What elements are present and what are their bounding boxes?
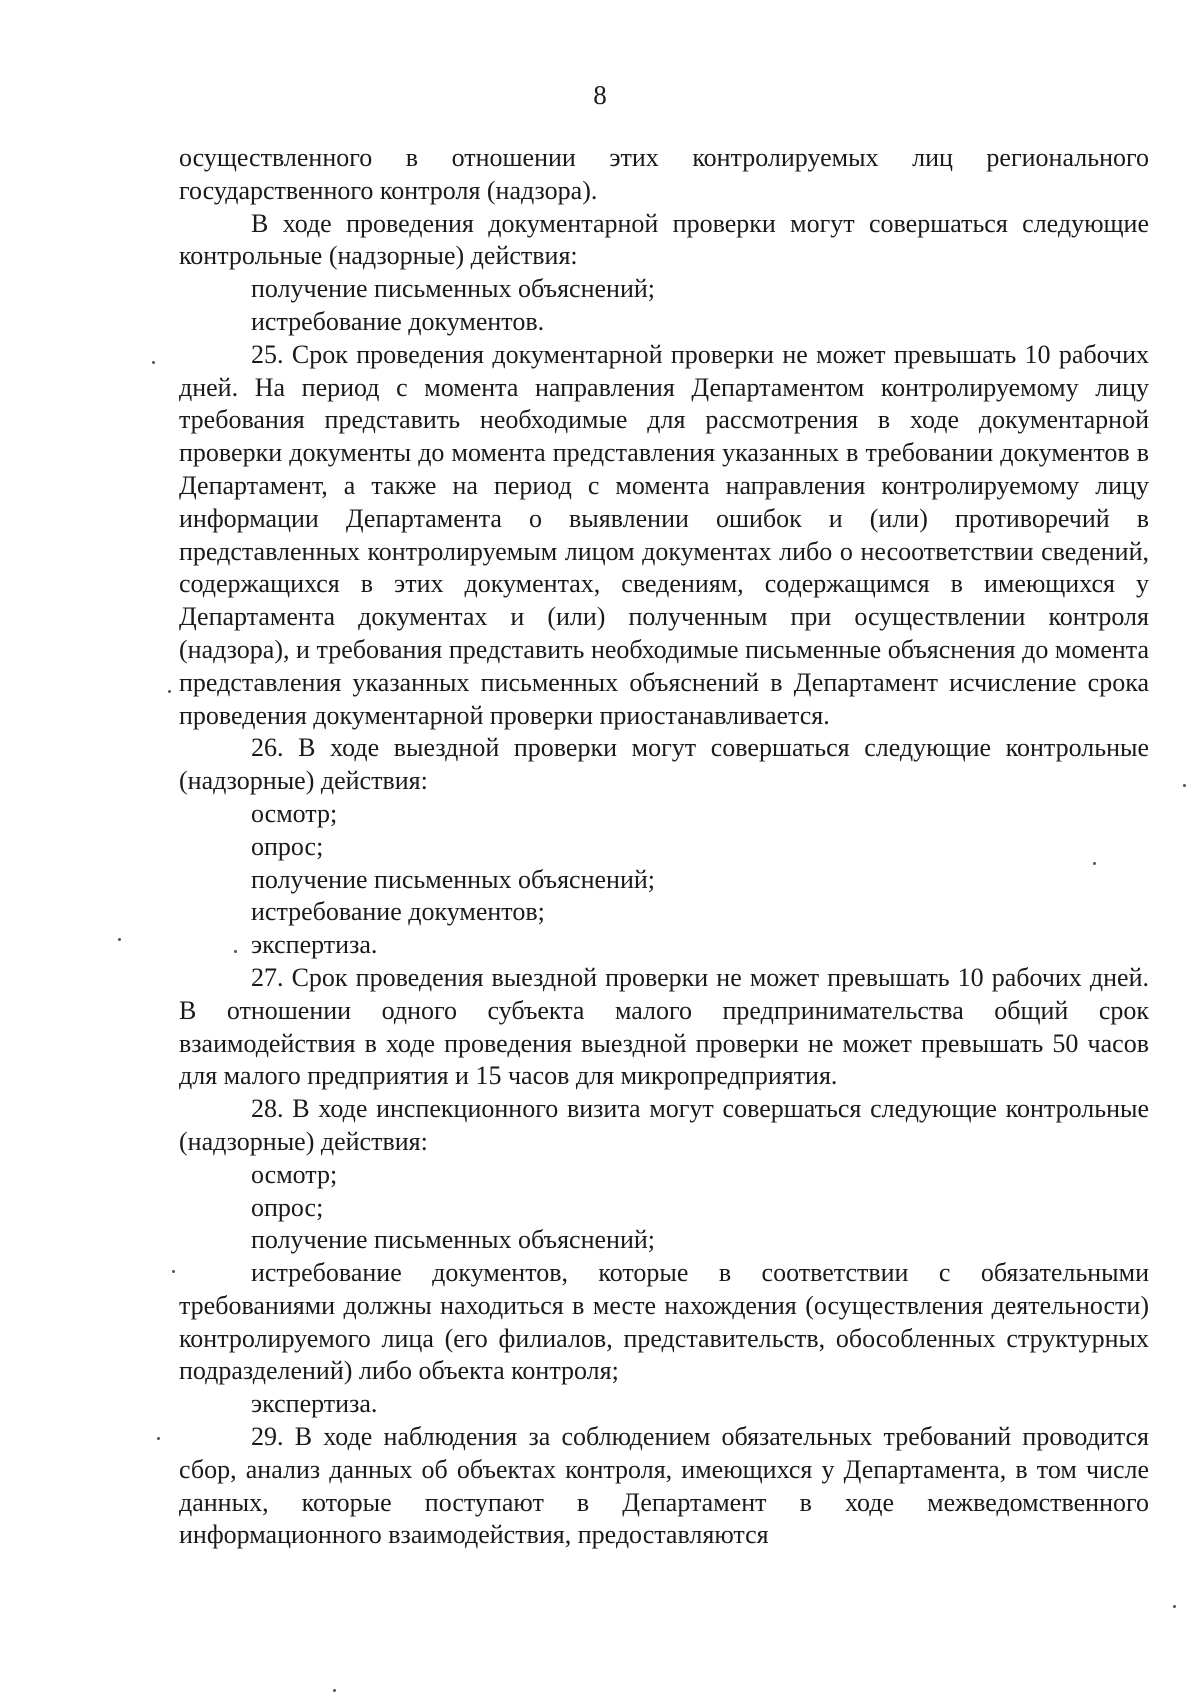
document-body [179, 142, 1149, 1552]
page-number: 8 [593, 80, 607, 110]
scan-speck [1093, 862, 1096, 865]
list-item: истребование документов; [251, 897, 545, 927]
paragraph-continuation: осуществленного в отношении этих контролируемых лиц регионального государственного контроля (надзора). [179, 143, 1149, 205]
paragraph-28: 28. В ходе инспекционного визита могут совершаться следующие контрольные (надзорные) действия: [179, 1094, 1149, 1156]
scan-speck [333, 1689, 336, 1692]
list-item: истребование документов, которые в соответствии с обязательными требованиями должны находиться в месте нахождения (осуществления деятельности) контролируемого лица (его филиалов, представительств, обособленных структурных подразделений) либо объекта контроля; [179, 1258, 1149, 1386]
list-item: получение письменных объяснений; [251, 864, 655, 894]
scan-speck [157, 1437, 160, 1440]
scan-speck [1173, 1605, 1176, 1608]
scan-speck [152, 361, 155, 364]
list-item: получение письменных объяснений; [251, 274, 655, 304]
list-item: осмотр; [251, 1159, 338, 1189]
scan-speck [234, 950, 237, 953]
scan-speck [1183, 784, 1186, 787]
paragraph-29: 29. В ходе наблюдения за соблюдением обязательных требований проводится сбор, анализ данных об объектах контроля, имеющихся у Департамента, в том числе данных, которые поступают в Департамент в ходе межведомственного информационного взаимодействия, предоставляются [179, 1422, 1149, 1550]
list-item: опрос; [251, 831, 324, 861]
paragraph-documentary-actions-intro: В ходе проведения документарной проверки могут совершаться следующие контрольные (надзорные) действия: [179, 208, 1149, 271]
paragraph-26: 26. В ходе выездной проверки могут совершаться следующие контрольные (надзорные) действия: [179, 733, 1149, 796]
paragraph-25: 25. Срок проведения документарной проверки не может превышать 10 рабочих дней. На период с момента направления Департаментом контролируемому лицу требования представить необходимые для рассмотрения в ходе документарной проверки документы до момента представления указанных в требовании документов в Департамент, а также на период с момента направления контролируемому лицу информации Департамента о выявлении ошибок и (или) противоречий в представленных контролируемым лицом документах либо о несоответствии сведений, содержащихся в этих документах, сведениям, содержащимся в имеющихся у Департамента документах и (или) полученным при осуществлении контроля (надзора), и требования представить необходимые письменные объяснения до момента представления указанных письменных объяснений в Департамент исчисление срока проведения документарной проверки приостанавливается. [179, 339, 1149, 730]
scan-speck [168, 690, 171, 693]
list-item: получение письменных объяснений; [251, 1225, 655, 1255]
list-item: осмотр; [251, 798, 338, 828]
scan-speck [118, 938, 121, 941]
paragraph-27: 27. Срок проведения выездной проверки не может превышать 10 рабочих дней. В отношении одного субъекта малого предпринимательства общий срок взаимодействия в ходе проведения выездной проверки не может превышать 50 часов для малого предприятия и 15 часов для микропредприятия. [179, 962, 1149, 1091]
scan-speck [172, 1270, 175, 1273]
list-item: опрос; [251, 1192, 324, 1222]
list-item: истребование документов. [251, 306, 545, 336]
list-item: экспертиза. [251, 1389, 378, 1419]
list-item: экспертиза. [251, 930, 378, 960]
